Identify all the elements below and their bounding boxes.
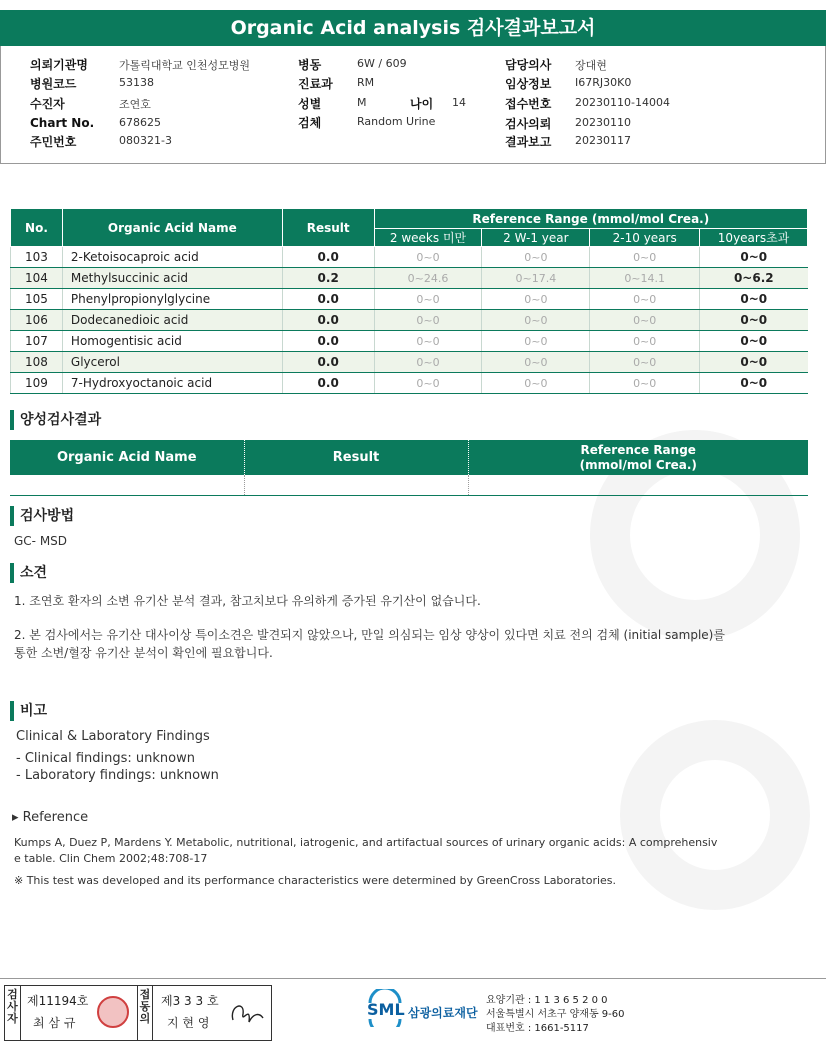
cell-no: 107 — [11, 331, 63, 352]
pos-header-ref-line: Reference Range — [580, 442, 696, 457]
cell-ref: 0~0 — [374, 310, 482, 331]
doctor-name: 지 현 영 — [167, 1016, 210, 1030]
cell-ref: 0~0 — [700, 331, 808, 352]
cell-ref: 0~6.2 — [700, 268, 808, 289]
info-label: 수진자 — [30, 97, 65, 111]
cell-ref: 0~0 — [374, 373, 482, 394]
org-address: 서울특별시 서초구 양재동 9-60 — [486, 1009, 625, 1020]
info-value: 678625 — [119, 116, 161, 129]
opinion-line: 1. 조연호 환자의 소변 유기산 분석 결과, 참고치보다 유의하게 증가된 유기산이 없습니다. — [14, 594, 481, 608]
cell-ref: 0~0 — [482, 247, 590, 268]
pos-header-acid-name: Organic Acid Name — [10, 440, 244, 475]
info-value: RM — [357, 76, 375, 89]
info-label: 검사의뢰 — [505, 117, 552, 131]
cell-ref: 0~0 — [590, 247, 700, 268]
cell-no: 103 — [11, 247, 63, 268]
cell-result: 0.2 — [282, 268, 374, 289]
cell-ref: 0~0 — [374, 352, 482, 373]
info-value: 080321-3 — [119, 134, 172, 147]
opinion-line: 통한 소변/혈장 유기산 분석이 확인에 필요합니다. — [14, 646, 273, 660]
org-name: 삼광의료재단 — [408, 1006, 478, 1020]
cell-name: Glycerol — [62, 352, 282, 373]
info-value: 53138 — [119, 76, 154, 89]
table-row — [11, 331, 808, 352]
cell-ref: 0~0 — [700, 373, 808, 394]
info-label: 병원코드 — [30, 77, 77, 91]
watermark — [620, 720, 810, 910]
cell-name: 2-Ketoisocaproic acid — [62, 247, 282, 268]
report-title: Organic Acid analysis 검사결과보고서 — [0, 10, 826, 46]
seal-icon — [97, 996, 129, 1028]
inspector-label: 검사자 — [5, 986, 21, 1040]
table-row — [11, 373, 808, 394]
method-text: GC- MSD — [14, 534, 68, 548]
cell-no: 104 — [11, 268, 63, 289]
cell-no: 109 — [11, 373, 63, 394]
cell-name: Methylsuccinic acid — [62, 268, 282, 289]
header-result: Result — [282, 209, 374, 247]
logo-text: SML — [367, 1000, 405, 1019]
cell-ref: 0~14.1 — [590, 268, 700, 289]
cell-ref: 0~0 — [482, 289, 590, 310]
org-code: 요양기관 : 1 1 3 6 5 2 0 0 — [486, 995, 608, 1006]
info-label: 접수번호 — [505, 97, 552, 111]
cell-name: Phenylpropionylglycine — [62, 289, 282, 310]
cell-ref: 0~0 — [700, 352, 808, 373]
pos-header-ref-line: (mmol/mol Crea.) — [579, 457, 697, 472]
cell-ref: 0~0 — [482, 331, 590, 352]
header-reference-range: Reference Range (mmol/mol Crea.) — [374, 209, 807, 229]
header-acid-name: Organic Acid Name — [62, 209, 282, 247]
inspector-name: 최 삼 규 — [33, 1016, 76, 1030]
reference-note: ※ This test was developed and its performance characteristics were determined by GreenCross Laboratories. — [14, 874, 617, 887]
method-section-title: 검사방법 — [10, 506, 74, 526]
inspector-license: 제11194호 — [27, 994, 89, 1008]
cell-ref: 0~0 — [590, 352, 700, 373]
header-age-group: 2 W-1 year — [482, 229, 590, 247]
cell-ref: 0~24.6 — [374, 268, 482, 289]
header-age-group: 2-10 years — [590, 229, 700, 247]
remarks-clinical: - Clinical findings: unknown — [16, 751, 195, 766]
table-row — [11, 352, 808, 373]
signature-icon — [227, 996, 267, 1030]
info-label: 임상정보 — [505, 77, 552, 91]
cell-result: 0.0 — [282, 310, 374, 331]
info-value: 20230110-14004 — [575, 96, 670, 109]
cell-ref: 0~0 — [590, 310, 700, 331]
cell-ref: 0~0 — [590, 289, 700, 310]
info-label: 검체 — [298, 116, 322, 130]
doctor-license: 제3 3 3 호 — [161, 994, 219, 1008]
cell-result: 0.0 — [282, 373, 374, 394]
results-table — [10, 208, 808, 394]
footer — [0, 978, 826, 1047]
info-label: 병동 — [298, 58, 322, 72]
info-value: 20230117 — [575, 134, 631, 147]
table-row — [11, 289, 808, 310]
info-value: 조연호 — [119, 98, 151, 111]
info-value: 6W / 609 — [357, 57, 407, 70]
cell-result: 0.0 — [282, 247, 374, 268]
table-row — [11, 310, 808, 331]
cell-ref: 0~0 — [482, 373, 590, 394]
header-no: No. — [11, 209, 63, 247]
pos-header-result: Result — [244, 440, 468, 475]
remarks-section-title: 비고 — [10, 701, 47, 721]
reference-line: e table. Clin Chem 2002;48:708-17 — [14, 852, 208, 865]
signature-box — [4, 985, 272, 1041]
info-label: 결과보고 — [505, 135, 552, 149]
cell-ref: 0~0 — [590, 373, 700, 394]
info-label: 성별 — [298, 97, 322, 111]
pos-header-reference — [468, 440, 808, 475]
cell-ref: 0~0 — [374, 247, 482, 268]
opinion-line: 2. 본 검사에서는 유기산 대사이상 특이소견은 발견되지 않았으나, 만일 의심되는 임상 양상이 있다면 치료 전의 검체 (initial sample)를 — [14, 628, 725, 642]
info-value: I67RJ30K0 — [575, 76, 632, 89]
info-value: Random Urine — [357, 115, 436, 128]
cell-ref: 0~0 — [482, 310, 590, 331]
header-age-group: 2 weeks 미만 — [374, 229, 482, 247]
cell-ref: 0~0 — [374, 331, 482, 352]
org-phone: 대표번호 : 1661-5117 — [486, 1023, 589, 1034]
reference-title: ▸ Reference — [12, 810, 89, 825]
info-label: 주민번호 — [30, 135, 77, 149]
cell-no: 106 — [11, 310, 63, 331]
cell-ref: 0~0 — [700, 247, 808, 268]
info-label: 담당의사 — [505, 58, 552, 72]
cell-no: 108 — [11, 352, 63, 373]
doctor-label: 접동의 — [137, 986, 153, 1040]
cell-result: 0.0 — [282, 352, 374, 373]
info-value: M — [357, 96, 367, 109]
cell-ref: 0~17.4 — [482, 268, 590, 289]
info-value: 가톨릭대학교 인천성모병원 — [119, 59, 251, 72]
cell-ref: 0~0 — [374, 289, 482, 310]
info-value: 20230110 — [575, 116, 631, 129]
info-label: 진료과 — [298, 77, 333, 91]
remarks-heading: Clinical & Laboratory Findings — [16, 729, 210, 744]
cell-ref: 0~0 — [590, 331, 700, 352]
cell-ref: 0~0 — [700, 310, 808, 331]
age-label: 나이 — [410, 97, 434, 111]
info-label: Chart No. — [30, 116, 95, 130]
header-age-group: 10years초과 — [700, 229, 808, 247]
table-row — [11, 268, 808, 289]
positive-section-title: 양성검사결과 — [10, 410, 101, 430]
cell-name: Dodecanedioic acid — [62, 310, 282, 331]
age-value: 14 — [452, 96, 466, 109]
info-label: 의뢰기관명 — [30, 58, 88, 72]
sml-logo-icon — [366, 989, 404, 1027]
table-row — [11, 247, 808, 268]
positive-results-table — [10, 440, 808, 496]
cell-ref: 0~0 — [482, 352, 590, 373]
table-row — [10, 475, 808, 496]
cell-no: 105 — [11, 289, 63, 310]
cell-result: 0.0 — [282, 289, 374, 310]
opinion-section-title: 소견 — [10, 563, 47, 583]
cell-name: 7-Hydroxyoctanoic acid — [62, 373, 282, 394]
cell-ref: 0~0 — [700, 289, 808, 310]
remarks-laboratory: - Laboratory findings: unknown — [16, 768, 219, 783]
cell-name: Homogentisic acid — [62, 331, 282, 352]
info-value: 장대현 — [575, 59, 607, 72]
cell-result: 0.0 — [282, 331, 374, 352]
reference-line: Kumps A, Duez P, Mardens Y. Metabolic, nutritional, iatrogenic, and artifactual sources of urinary organic acids: A comprehensiv — [14, 836, 718, 849]
